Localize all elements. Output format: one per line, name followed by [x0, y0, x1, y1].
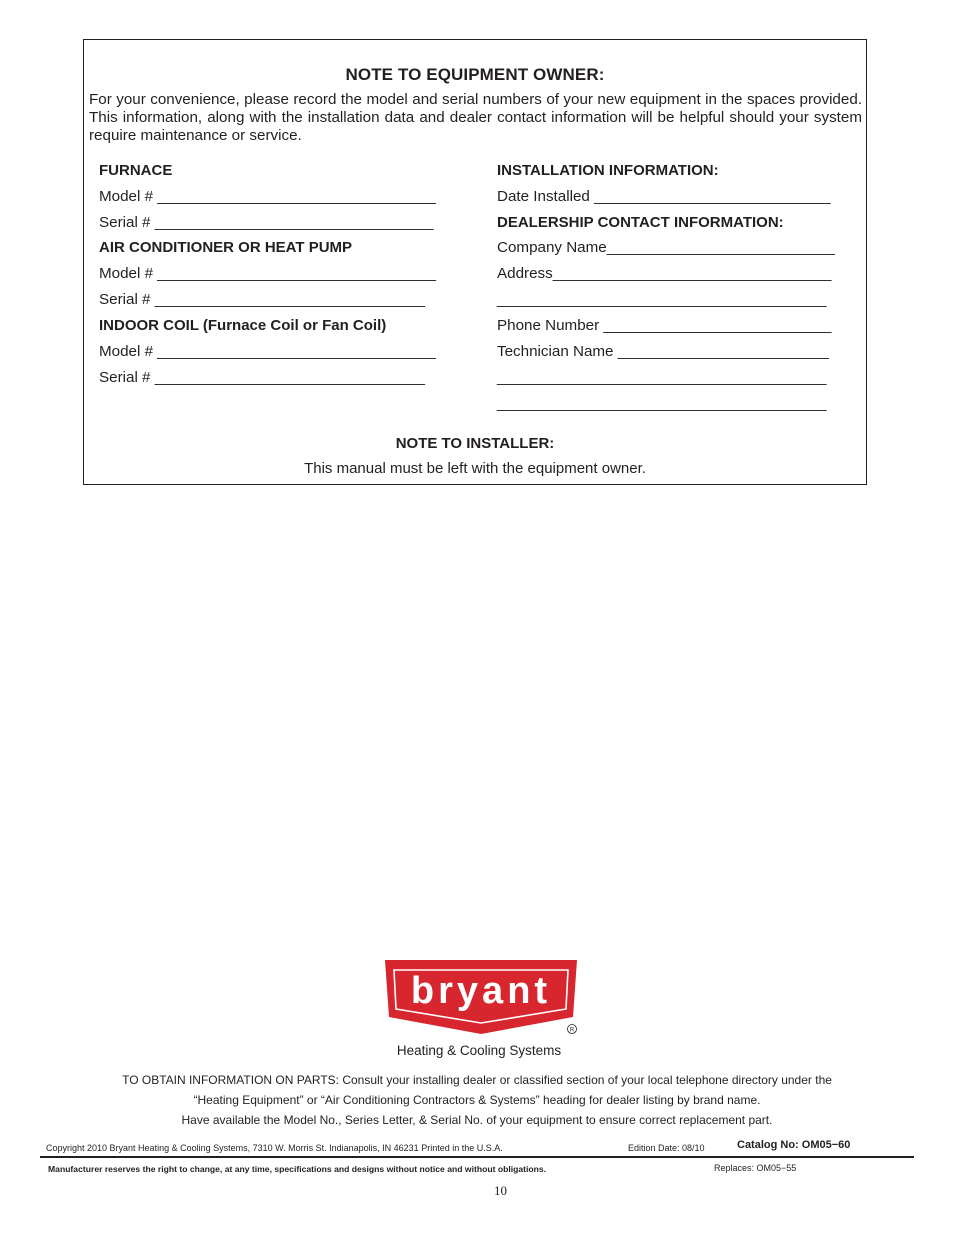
ac-model-field: Model # _________________________________ [99, 265, 436, 282]
address-line2-field: _______________________________________ [497, 291, 827, 308]
parts-info-line: Have available the Model No., Series Letter, & Serial No. of your equipment to ensure correct replacement part. [181, 1113, 773, 1127]
blank-line-field: _______________________________________ [497, 395, 827, 412]
indoor-coil-heading: INDOOR COIL (Furnace Coil or Fan Coil) [99, 317, 387, 334]
technician-name-field: Technician Name _________________________ [497, 343, 829, 360]
page-number: 10 [494, 1183, 507, 1198]
parts-info-line: “Heating Equipment” or “Air Conditioning Contractors & Systems” heading for dealer listing by brand name. [193, 1093, 761, 1107]
brand-tagline: Heating & Cooling Systems [396, 1043, 562, 1058]
manufacturer-disclaimer: Manufacturer reserves the right to change, at any time, specifications and designs without notice and without obligations. [48, 1164, 547, 1174]
installer-note-title: NOTE TO INSTALLER: [395, 435, 555, 452]
installation-heading: INSTALLATION INFORMATION: [497, 162, 719, 179]
ac-serial-field: Serial # ________________________________ [99, 291, 426, 308]
coil-serial-field: Serial # ________________________________ [99, 369, 426, 386]
furnace-model-field: Model # _________________________________ [99, 188, 436, 205]
catalog-number: Catalog No: OM05−60 [737, 1139, 851, 1151]
copyright-text: Copyright 2010 Bryant Heating & Cooling Systems, 7310 W. Morris St. Indianapolis, IN 46231 Printed in the U.S.A. [46, 1143, 503, 1153]
air-conditioner-heading: AIR CONDITIONER OR HEAT PUMP [99, 239, 353, 256]
footer-divider [40, 1156, 914, 1158]
owner-note-title: NOTE TO EQUIPMENT OWNER: [345, 65, 605, 84]
owner-note-intro: For your convenience, please record the model and serial numbers of your new equipment in the spaces provided. This information, along with the installation data and dealer contact information will be helpful should your system require maintenance or service. [89, 91, 862, 144]
bryant-logo [383, 959, 579, 1037]
coil-model-field: Model # _________________________________ [99, 343, 436, 360]
parts-info-line: TO OBTAIN INFORMATION ON PARTS: Consult your installing dealer or classified section of your local telephone directory under the [122, 1073, 832, 1087]
bryant-logo-wordmark: bryant [410, 970, 552, 1012]
dealership-heading: DEALERSHIP CONTACT INFORMATION: [497, 214, 784, 231]
replaces-catalog: Replaces: OM05−55 [714, 1163, 797, 1173]
blank-line-field: _______________________________________ [497, 369, 827, 386]
phone-number-field: Phone Number ___________________________ [497, 317, 832, 334]
furnace-serial-field: Serial # _________________________________ [99, 214, 434, 231]
furnace-heading: FURNACE [99, 162, 173, 179]
edition-date: Edition Date: 08/10 [628, 1143, 705, 1153]
date-installed-field: Date Installed ____________________________ [497, 188, 831, 205]
address-field: Address_________________________________ [497, 265, 832, 282]
equipment-owner-box [83, 39, 867, 485]
registered-mark-letter: R [569, 1027, 575, 1034]
installer-note-text: This manual must be left with the equipment owner. [304, 460, 646, 477]
company-name-field: Company Name___________________________ [497, 239, 835, 256]
